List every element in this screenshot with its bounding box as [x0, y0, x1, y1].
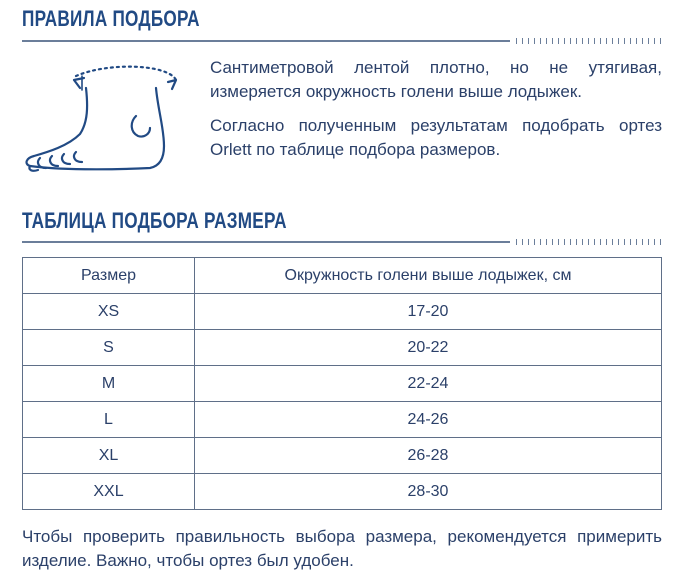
- measurement-instruction: Сантиметровой лентой плотно, но не утягивая, измеряется окружность голени выше лодыжек.: [210, 58, 662, 101]
- size-table-heading: ТАБЛИЦА ПОДБОРА РАЗМЕРА: [22, 208, 287, 233]
- circumference-cell: 20-22: [195, 330, 662, 366]
- divider-line: [22, 40, 510, 42]
- selection-instruction: Согласно полученным результатам подобрать ортез Orlett по таблице подбора размеров.: [210, 116, 662, 159]
- circumference-cell: 28-30: [195, 474, 662, 510]
- table-row: [23, 330, 662, 366]
- circumference-cell: 26-28: [195, 438, 662, 474]
- circumference-cell: 24-26: [195, 402, 662, 438]
- footer-note: Чтобы проверить правильность выбора размера, рекомендуется примерить изделие. Важно, чтобы ортез был удобен.: [22, 527, 662, 570]
- table-header-row: [23, 258, 662, 294]
- size-cell: L: [23, 402, 195, 438]
- table-row: [23, 438, 662, 474]
- size-cell: XXL: [23, 474, 195, 510]
- section-divider: [22, 36, 662, 46]
- circumference-cell: 22-24: [195, 366, 662, 402]
- foot-measuring-tape-icon: [18, 58, 188, 178]
- divider-line: [22, 241, 510, 243]
- section-divider: [22, 237, 662, 247]
- selection-rules-heading: ПРАВИЛА ПОДБОРА: [22, 6, 200, 31]
- size-cell: XL: [23, 438, 195, 474]
- divider-dots: [516, 38, 662, 44]
- table-row: [23, 294, 662, 330]
- table-row: [23, 366, 662, 402]
- column-header-size: Размер: [23, 258, 195, 294]
- table-row: [23, 402, 662, 438]
- column-header-circumference: Окружность голени выше лодыжек, см: [195, 258, 662, 294]
- divider-dots: [516, 239, 662, 245]
- size-cell: S: [23, 330, 195, 366]
- size-table: [22, 257, 662, 510]
- size-cell: XS: [23, 294, 195, 330]
- size-cell: M: [23, 366, 195, 402]
- circumference-cell: 17-20: [195, 294, 662, 330]
- table-row: [23, 474, 662, 510]
